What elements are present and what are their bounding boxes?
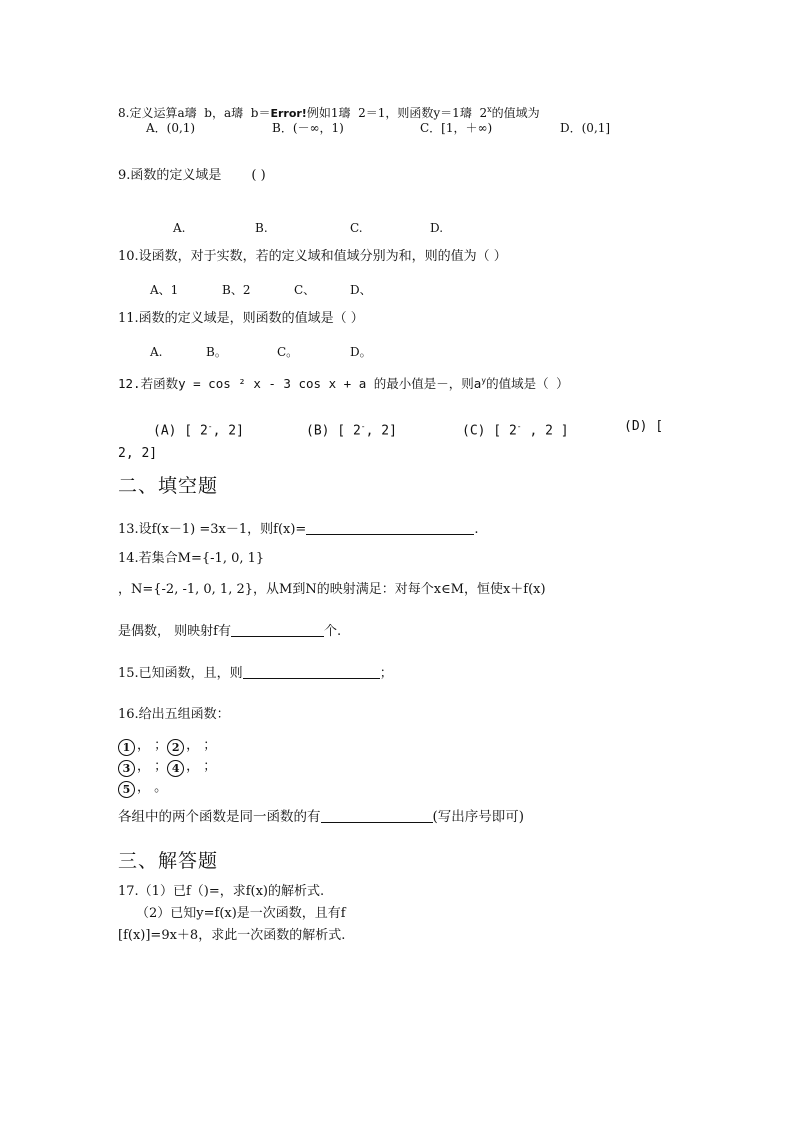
q11-option-a: A. xyxy=(150,345,163,359)
q16-circled-number: 4 xyxy=(167,760,184,777)
q12-option-c-label: (C) [ 2 xyxy=(462,423,517,439)
q9-stem-text: 9.函数的定义域是 xyxy=(118,168,222,183)
q10-option-c: C、 xyxy=(294,283,316,297)
q12-option-d: (D) [ xyxy=(624,419,664,434)
q9-option-c: C. xyxy=(350,221,363,235)
q11-option-c: C。 xyxy=(277,345,299,359)
q16-row2 xyxy=(118,759,216,777)
q14-line3-end: 个. xyxy=(323,624,342,639)
q15-answer-blank[interactable] xyxy=(243,665,380,679)
q8-glyph: 璹 xyxy=(231,106,244,120)
q8-error-field: Error! xyxy=(270,107,307,120)
q16-row3 xyxy=(118,780,167,798)
q12-minus: - xyxy=(360,422,366,431)
q8-option-c: C．[1，＋∞) xyxy=(420,121,493,135)
q12-option-tail: , 2 ] xyxy=(521,423,569,439)
q11-stem: 11.函数的定义域是，则函数的值域是（ ） xyxy=(118,311,364,326)
q8-stem-part: 例如1 xyxy=(306,106,339,120)
q8-glyph: 璹 xyxy=(338,106,351,120)
q14-answer-blank[interactable] xyxy=(231,623,324,637)
q16-row1 xyxy=(118,738,216,756)
q16-row-text: ， ； xyxy=(186,738,217,753)
q12-superscript: y xyxy=(481,376,487,385)
q8-glyph: 璹 xyxy=(459,106,472,120)
q8-superscript: x xyxy=(487,105,492,114)
q13-end: . xyxy=(474,522,479,537)
q9-option-a: A. xyxy=(173,221,186,235)
q8-stem-part: 2＝1，则函数y＝1 xyxy=(358,106,460,120)
q12-option-a xyxy=(153,419,244,439)
q13-answer-blank[interactable] xyxy=(306,521,474,535)
q16-circled-number: 1 xyxy=(118,739,135,756)
q8-stem-part: 8.定义运算a xyxy=(118,106,185,120)
section-fill-in-title: 二、填空题 xyxy=(118,475,219,497)
q12-option-b-label: (B) [ 2 xyxy=(306,423,361,439)
q12-stem-end: 的值域是（ ） xyxy=(486,376,569,392)
q16-conclusion-hint: (写出序号即可) xyxy=(432,809,525,825)
q12-option-tail: , 2] xyxy=(365,423,397,439)
q10-option-a: A、1 xyxy=(150,283,179,297)
q11-option-b: B。 xyxy=(206,345,227,359)
q8-option-a: A．(0,1) xyxy=(146,121,196,135)
q9-stem xyxy=(118,168,266,184)
q12-option-tail: , 2] xyxy=(212,423,244,439)
q10-option-d: D、 xyxy=(350,283,372,297)
q12-option-b xyxy=(306,419,397,439)
q8-option-d: D．(0,1] xyxy=(560,121,611,135)
q11-option-d: D。 xyxy=(350,345,372,359)
q8-stem-part: b＝ xyxy=(250,106,271,120)
q10-stem: 10.设函数，对于实数，若的定义域和值域分别为和，则的值为（ ） xyxy=(118,249,507,264)
q9-option-d: D. xyxy=(430,221,444,235)
q16-answer-blank[interactable] xyxy=(321,809,433,823)
q8-stem xyxy=(118,102,540,122)
q15-end: ； xyxy=(379,666,393,681)
q16-row-text: ， ； xyxy=(137,759,168,774)
q16-conclusion xyxy=(118,809,524,825)
q9-paren: ( ) xyxy=(251,168,266,183)
q8-glyph: 璹 xyxy=(184,106,197,120)
q9-option-b: B. xyxy=(255,221,268,235)
q8-stem-part: 2 xyxy=(479,106,488,120)
q16-conclusion-text: 各组中的两个函数是同一函数的有 xyxy=(118,809,321,825)
q12-option-d-wrap: 2, 2] xyxy=(118,446,158,461)
q17-part2: （2）已知y=f(x)是一次函数，且有f xyxy=(136,906,346,921)
q16-row-text: ， 。 xyxy=(137,780,168,795)
q17-part1: 17.（1）已f（)=，求f(x)的解析式. xyxy=(118,884,325,899)
q14-line1: 14.若集合M={-1, 0, 1} xyxy=(118,551,265,566)
q13-stem-text: 13.设f(x－1) =3x－1，则f(x)= xyxy=(118,522,307,537)
q8-option-b: B．(－∞，1) xyxy=(272,121,344,135)
q16-circled-number: 3 xyxy=(118,760,135,777)
q14-line3 xyxy=(118,623,341,640)
q12-minus: - xyxy=(207,422,213,431)
q16-row-text: ， ； xyxy=(186,759,217,774)
q12-option-c xyxy=(462,419,569,439)
q13-stem xyxy=(118,521,478,538)
q14-line2: ，N={-2, -1, 0, 1, 2}，从M到N的映射满足：对每个x∈M，恒使x＋f(x) xyxy=(118,582,546,597)
q14-line3-text: 是偶数， 则映射f有 xyxy=(118,624,231,639)
q16-circled-number: 5 xyxy=(118,781,135,798)
q10-option-b: B、2 xyxy=(222,283,251,297)
q16-row-text: ， ； xyxy=(137,738,168,753)
q12-minus: - xyxy=(516,422,522,431)
q8-stem-part: b，a xyxy=(204,106,232,120)
q12-stem-text: 12.若函数y = cos ² x - 3 cos x + a 的最小值是－，则a xyxy=(118,376,482,392)
q17-part2-cont: [f(x)]=9x＋8，求此一次函数的解析式. xyxy=(118,928,346,943)
q16-circled-number: 2 xyxy=(167,739,184,756)
q12-option-a-label: (A) [ 2 xyxy=(153,423,208,439)
q15-stem xyxy=(118,665,393,682)
q8-stem-part: 的值域为 xyxy=(491,106,540,120)
section-answer-title: 三、解答题 xyxy=(118,850,219,872)
q16-stem: 16.给出五组函数： xyxy=(118,707,230,722)
q15-stem-text: 15.已知函数，且，则 xyxy=(118,666,243,681)
q12-stem xyxy=(118,373,569,392)
